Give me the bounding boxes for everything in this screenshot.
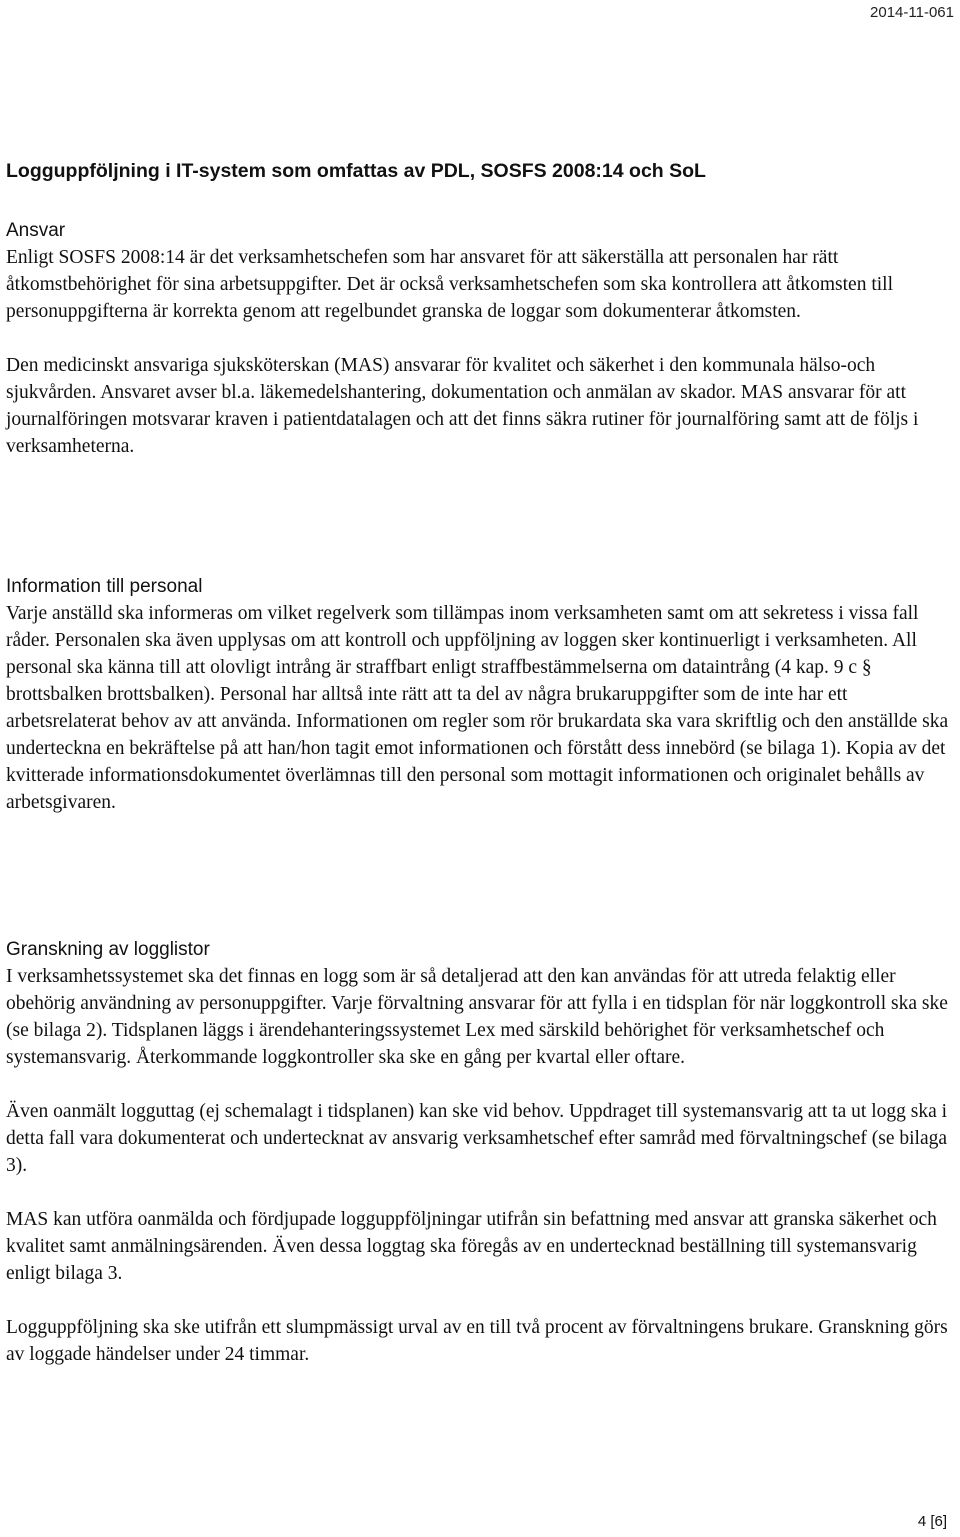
paragraph: Enligt SOSFS 2008:14 är det verksamhetschefen som har ansvaret för att säkerställa att personalen har rätt åtkomstbehörighet för sina arbetsuppgifter. Det är också verksamhetschefen som ska kontrollera att åtkomsten till personuppgifterna är korrekta genom att regelbundet granska de loggar som dokumenterar åtkomsten. (6, 247, 893, 322)
page-number: 4 [6] (917, 1513, 947, 1530)
section-ansvar (6, 217, 950, 460)
paragraph: MAS kan utföra oanmälda och fördjupade logguppföljningar utifrån sin befattning med ansvar att granska säkerhet och kvalitet samt anmälningsärenden. Även dessa loggtag ska föregås av en undertecknad beställning till systemansvarig enligt bilaga 3. (6, 1209, 937, 1284)
paragraph: Logguppföljning ska ske utifrån ett slumpmässigt urval av en till två procent av förvaltningens brukare. Granskning görs av loggade händelser under 24 timmar. (6, 1317, 948, 1365)
page-title: Logguppföljning i IT-system som omfattas av PDL, SOSFS 2008:14 och SoL (6, 160, 706, 182)
section-heading: Granskning av logglistor (6, 939, 210, 960)
section-information-till-personal (6, 573, 950, 816)
paragraph: Den medicinskt ansvariga sjuksköterskan (MAS) ansvarar för kvalitet och säkerhet i den kommunala hälso-och sjukvården. Ansvaret avser bl.a. läkemedelshantering, dokumentation och anmälan av skador. MAS ansvarar för att journalföringen motsvarar kraven i patientdatalagen och att det finns säkra rutiner för journalföring samt att de följs i verksamheterna. (6, 355, 919, 457)
paragraph: Varje anställd ska informeras om vilket regelverk som tillämpas inom verksamheten samt om att sekretess i vissa fall råder. Personalen ska även upplysas om att kontroll och uppföljning av loggen sker kontinuerligt i verksamheten. All personal ska känna till att olovligt intrång är straffbart enligt straffbestämmelserna om dataintrång (4 kap. 9 c § brottsbalken brottsbalken). Personal har alltså inte rätt att ta del av några brukaruppgifter som de inte har ett arbetsrelaterat behov av att använda. Informationen om regler som rör brukardata ska vara skriftlig och den anställde ska underteckna en bekräftelse på att han/hon tagit emot informationen och förstått dess innebörd (se bilaga 1). Kopia av det kvitterade informationsdokumentet överlämnas till den personal som mottagit informationen och originalet behålls av arbetsgivaren. (6, 603, 949, 813)
paragraph: Även oanmält logguttag (ej schemalagt i tidsplanen) kan ske vid behov. Uppdraget till systemansvarig att ta ut logg ska i detta fall vara dokumenterat och undertecknat av ansvarig verksamhetschef efter samråd med förvaltningschef (se bilaga 3). (6, 1101, 948, 1176)
section-heading: Information till personal (6, 576, 203, 597)
paragraph: I verksamhetssystemet ska det finnas en logg som är så detaljerad att den kan användas för att utreda felaktig eller obehörig användning av personuppgifter. Varje förvaltning ansvarar för att fylla i en tidsplan för när loggkontroll ska ske (se bilaga 2). Tidsplanen läggs i ärendehanteringssystemet Lex med särskild behörighet för verksamhetschef och systemansvarig. Återkommande loggkontroller ska ske en gång per kvartal eller oftare. (6, 966, 948, 1068)
section-granskning-av-logglistor (6, 936, 950, 1368)
header-date: 2014-11-061 (870, 4, 954, 21)
section-heading: Ansvar (6, 220, 66, 241)
